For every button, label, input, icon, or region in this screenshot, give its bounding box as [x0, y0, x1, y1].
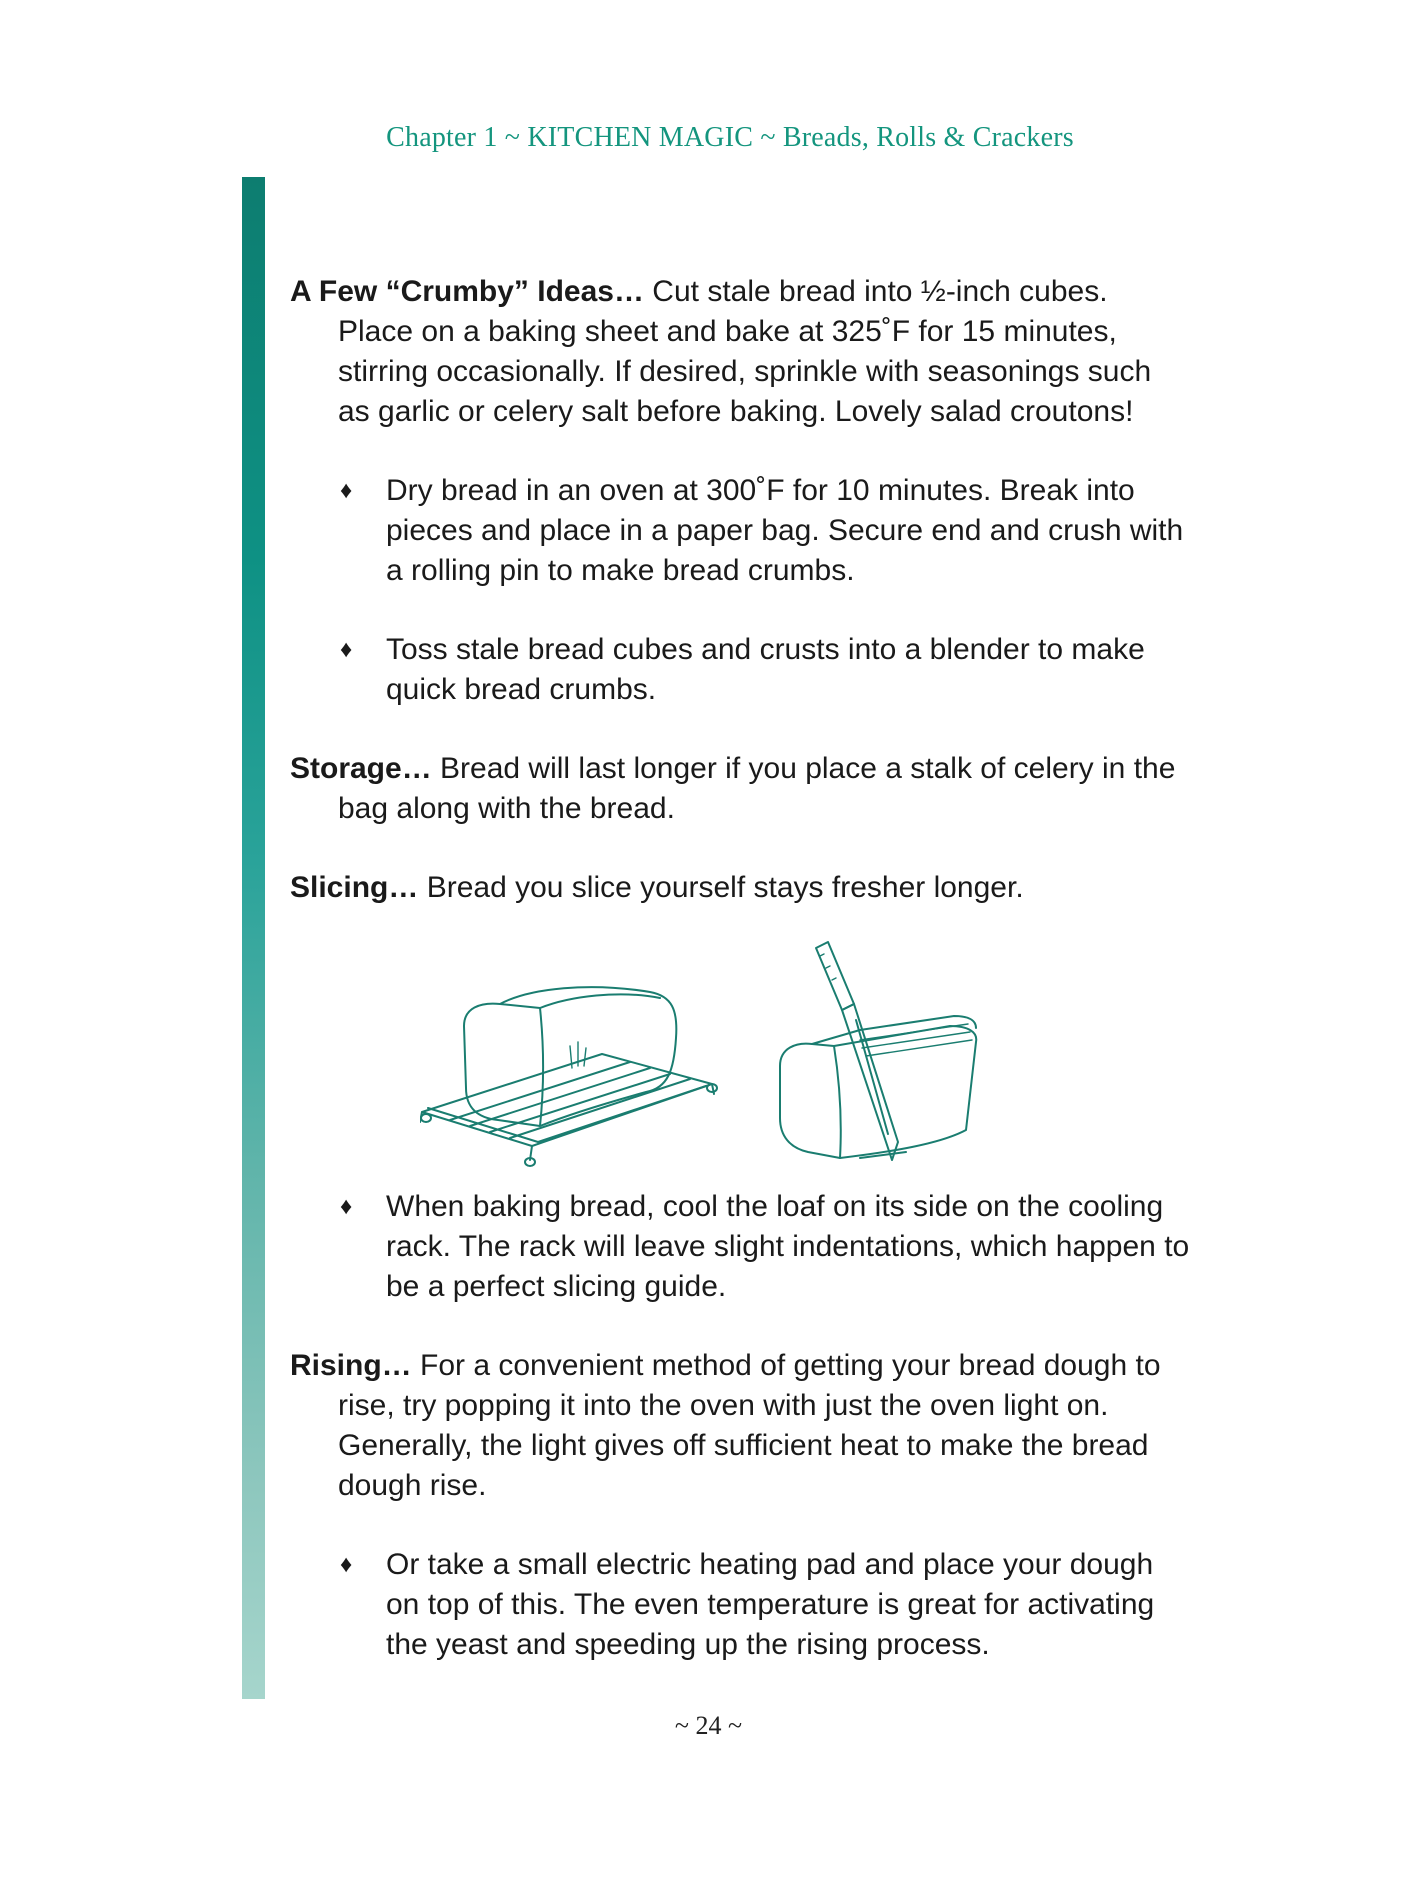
crumby-ideas-heading: A Few “Crumby” Ideas…	[290, 275, 644, 308]
bullet-cool-loaf	[290, 1187, 1190, 1307]
slicing-paragraph	[290, 868, 1190, 908]
bread-illustration	[290, 938, 1190, 1172]
rising-paragraph	[290, 1346, 1190, 1506]
rising-heading: Rising…	[290, 1349, 412, 1382]
rising-body: For a convenient method of getting your bread dough to rise, try popping it into the oven with just the oven light on. Generally, the light gives off sufficient heat to make the bread dough rise.	[338, 1349, 1161, 1502]
knife-drawing	[816, 942, 898, 1160]
bullet-cool-loaf-text: When baking bread, cool the loaf on its side on the cooling rack. The rack will leave slight indentations, which happen to be a perfect slicing guide.	[386, 1190, 1190, 1303]
bullet-toss-bread	[290, 630, 1190, 710]
bullet-toss-bread-text: Toss stale bread cubes and crusts into a blender to make quick bread crumbs.	[386, 633, 1145, 706]
storage-body: Bread will last longer if you place a stalk of celery in the bag along with the bread.	[338, 752, 1176, 825]
slicing-heading: Slicing…	[290, 871, 419, 904]
running-header: Chapter 1 ~ KITCHEN MAGIC ~ Breads, Rolls & Crackers	[386, 122, 1074, 153]
storage-heading: Storage…	[290, 752, 432, 785]
diamond-bullet-icon: ♦	[340, 1193, 353, 1220]
diamond-bullet-icon: ♦	[340, 477, 353, 504]
sliced-loaf-drawing	[780, 1016, 976, 1158]
page-number: ~ 24 ~	[674, 1711, 743, 1740]
decorative-side-bar	[242, 177, 265, 1699]
bullet-heating-pad	[290, 1545, 1190, 1665]
page-content	[290, 272, 1190, 1704]
crumby-ideas-body: Cut stale bread into ½-inch cubes. Place on a baking sheet and bake at 325˚F for 15 minutes, stirring occasionally. If desired, sprinkle with seasonings such as garlic or celery salt before baking. Lovely salad croutons!	[338, 275, 1152, 428]
diamond-bullet-icon: ♦	[340, 1551, 353, 1578]
bullet-dry-bread-text: Dry bread in an oven at 300˚F for 10 minutes. Break into pieces and place in a paper bag. Secure end and crush with a rolling pin to make bread crumbs.	[386, 474, 1184, 587]
bullet-dry-bread	[290, 471, 1190, 591]
storage-paragraph	[290, 749, 1190, 829]
slicing-body: Bread you slice yourself stays fresher longer.	[418, 871, 1024, 904]
crumby-ideas-paragraph	[290, 272, 1190, 432]
bullet-heating-pad-text: Or take a small electric heating pad and place your dough on top of this. The even temperature is great for activating the yeast and speeding up the rising process.	[386, 1548, 1155, 1661]
diamond-bullet-icon: ♦	[340, 636, 353, 663]
